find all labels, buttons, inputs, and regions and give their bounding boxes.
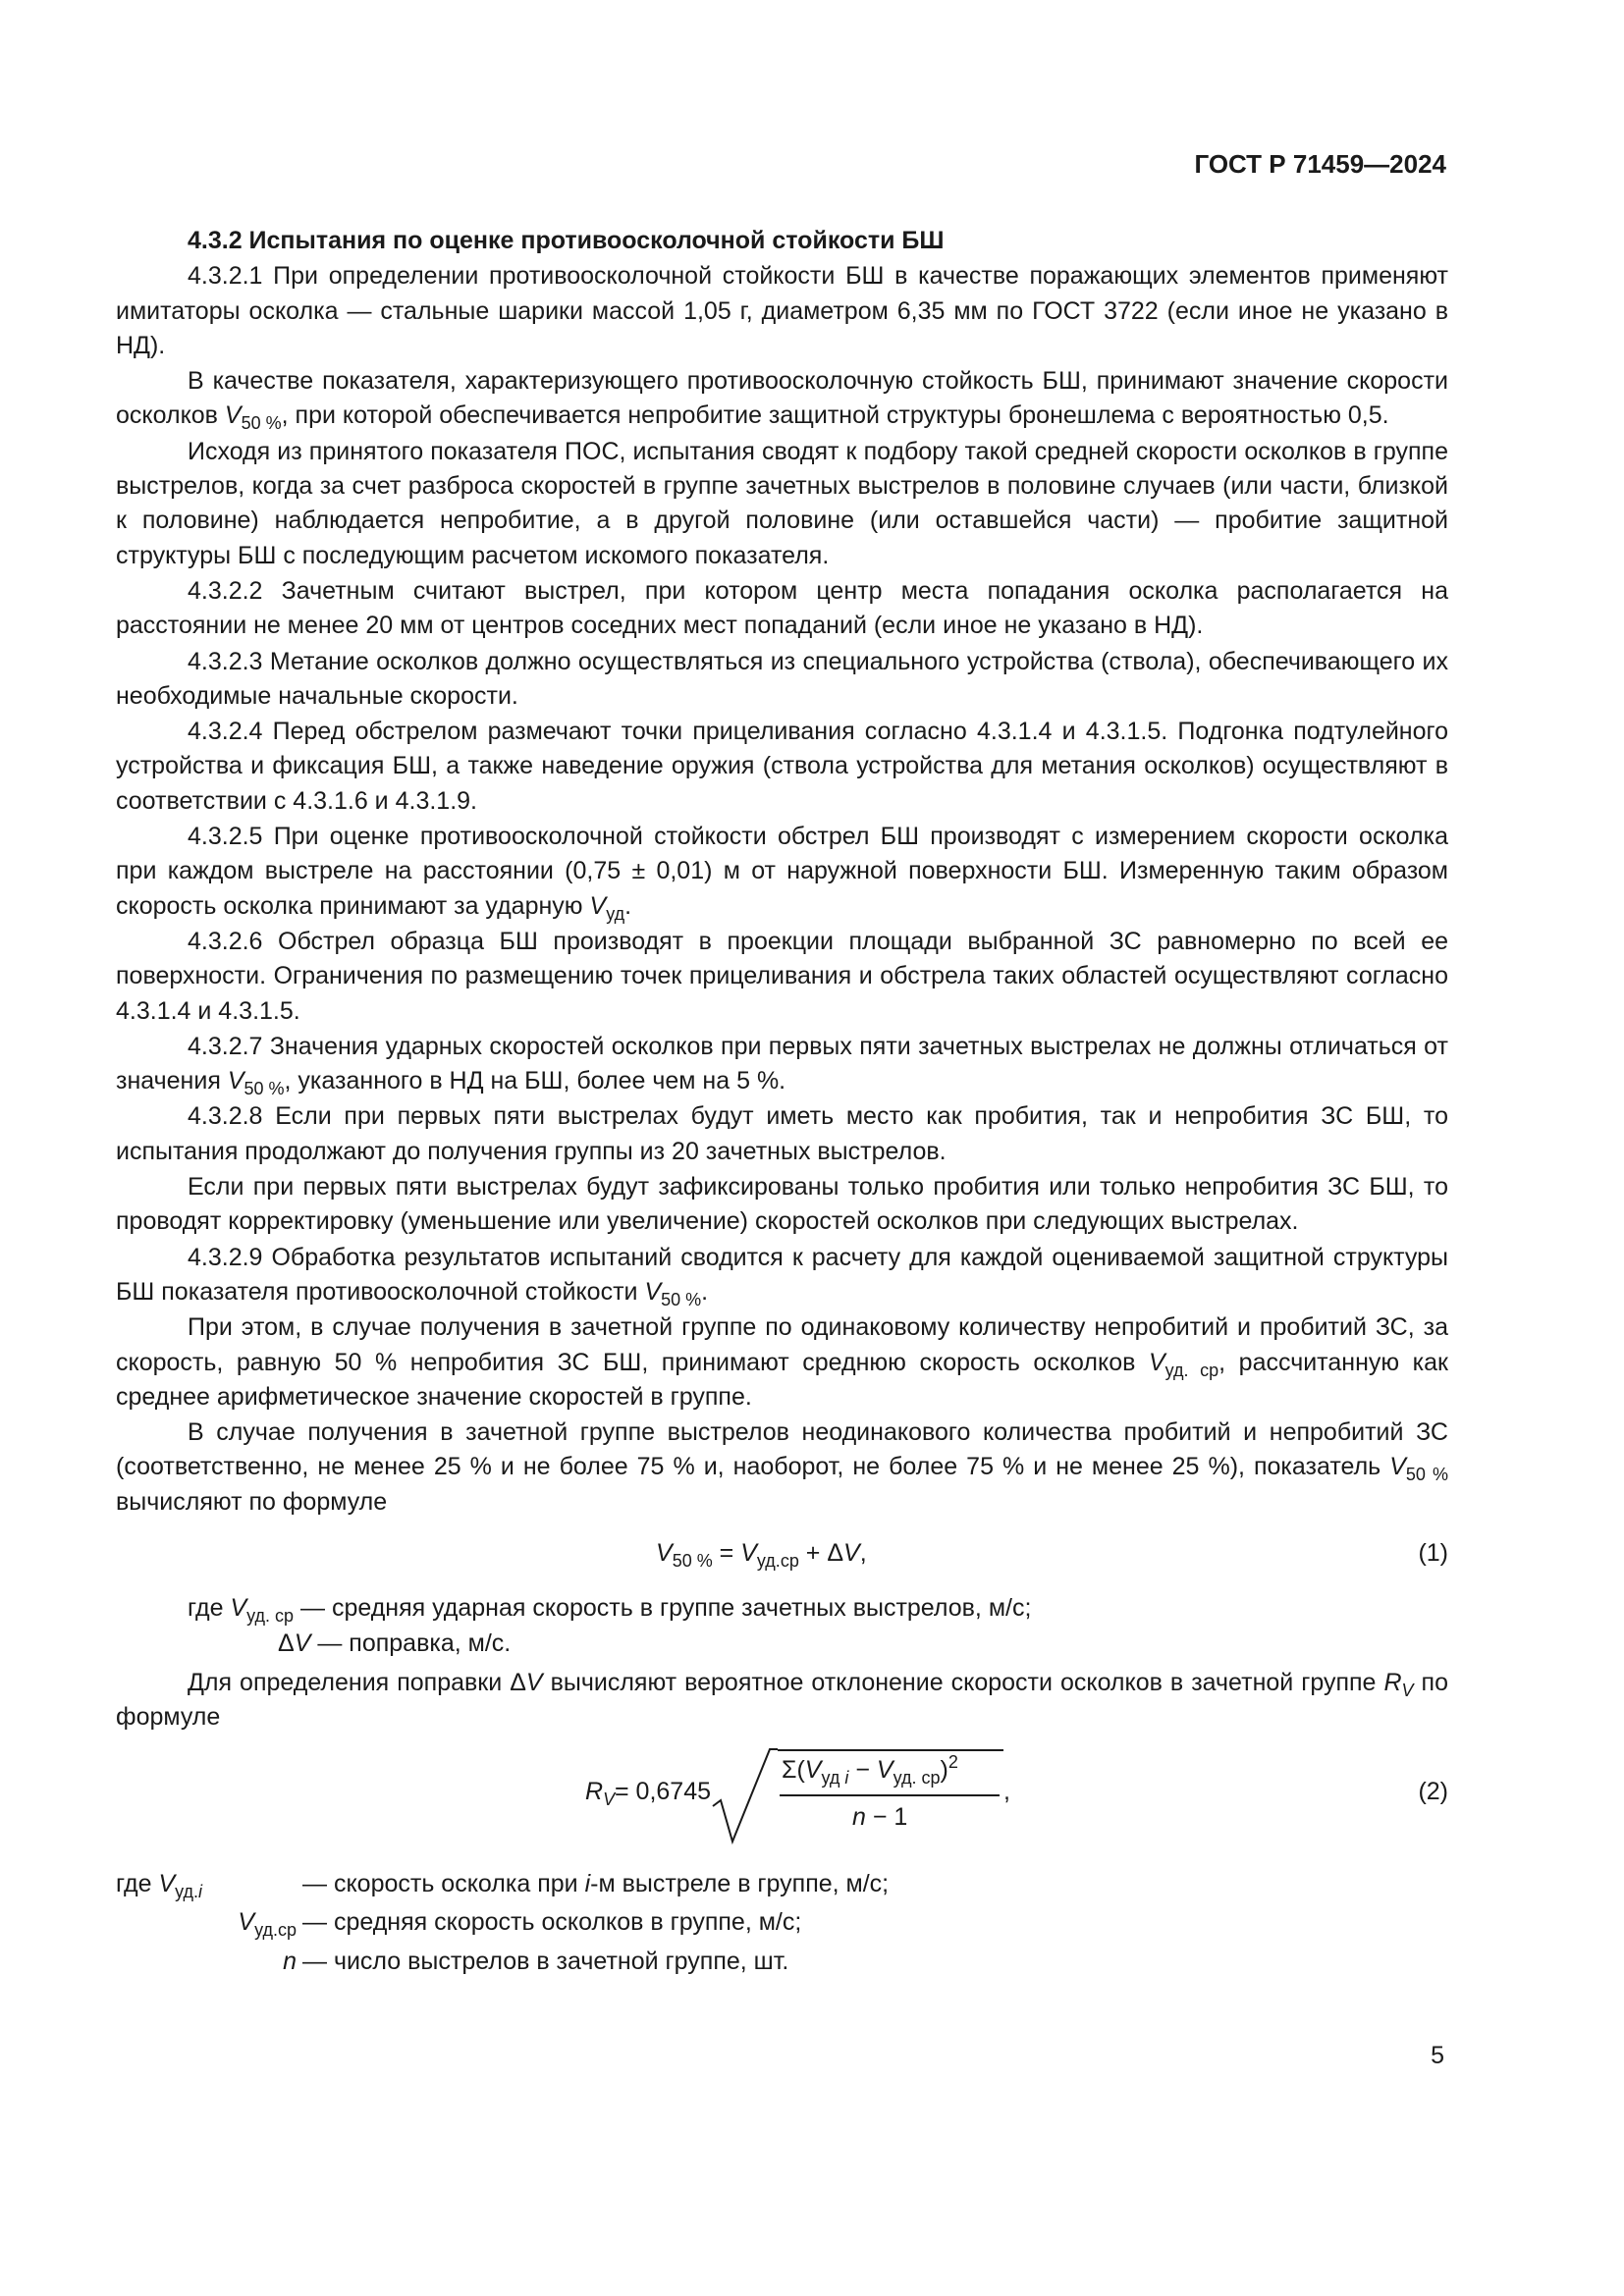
paragraph: 4.3.2.3 Метание осколков должно осуществляться из специального устройства (ствола), обеспечивающего их необходимые начальные скорости.	[116, 647, 1448, 710]
paragraph: В качестве показателя, характеризующего противоосколочную стойкость БШ, принимают значение скорости осколков $V_{50 \%}$, при которой обеспечивается непробитие защитной структуры бронешлема с вероятностью 0,5.	[116, 367, 1448, 434]
formula-1-expression: $V_{50 \%} = V_{уд.ср} + \Delta V$,	[656, 1538, 867, 1571]
formula-1	[116, 1521, 1448, 1591]
formula-2-legend-item: где $V_{уд.i}$ — скорость осколка при i-м выстреле в группе, м/с;	[116, 1870, 890, 1902]
paragraph: 4.3.2.5 При оценке противоосколочной стойкости обстрел БШ производят с измерением скорости осколка при каждом выстреле на расстоянии (0,75 ± 0,01) м от наружной поверхности БШ. Измеренную таким образом скорость осколка принимают за ударную $V_{уд}$.	[116, 823, 1448, 924]
paragraph: 4.3.2.4 Перед обстрелом размечают точки прицеливания согласно 4.3.1.4 и 4.3.1.5. Подгонка подтулейного устройства и фиксация БШ, а также наведение оружия (ствола устройства для метания осколков) осуществляют в соответствии с 4.3.1.6 и 4.3.1.9.	[116, 718, 1448, 815]
paragraph: 4.3.2.2 Зачетным считают выстрел, при котором центр места попадания осколка располагается на расстоянии не менее 20 мм от центров соседних мест попаданий (если иное не указано в НД).	[116, 576, 1448, 640]
formula-2-expression: $R_V$ = 0,6745 $\Sigma(V_{уд i} - V_{уд. ср})^2$ n − 1 ,	[585, 1745, 1076, 1853]
paragraph: Для определения поправки ΔV вычисляют вероятное отклонение скорости осколков в зачетной группе $R_V$ по формуле	[116, 1668, 1448, 1731]
paragraph: 4.3.2.6 Обстрел образца БШ производят в проекции площади выбранной ЗС равномерно по всей ее поверхности. Ограничения по размещению точек прицеливания и обстрела таких областей осуществляют согласно 4.3.1.4 и 4.3.1.5.	[116, 927, 1448, 1025]
formula-1-legend: где $V_{уд. ср}$ — средняя ударная скорость в группе зачетных выстрелов, м/с;	[188, 1593, 1032, 1626]
page-number: 5	[1431, 2042, 1444, 2069]
paragraph: При этом, в случае получения в зачетной группе по одинаковому количеству непробитий и пробитий ЗС, за скорость, равную 50 % непробития ЗС БШ, принимают среднюю скорость осколков $V_{уд. ср}$, рассчитанную как среднее арифметическое значение скоростей в группе.	[116, 1313, 1448, 1411]
formula-1-legend: ΔV — поправка, м/с.	[278, 1629, 512, 1658]
section-heading: 4.3.2 Испытания по оценке противоосколочной стойкости БШ	[188, 227, 945, 254]
document-code: ГОСТ Р 71459—2024	[1194, 149, 1446, 179]
formula-2-legend-item: $V_{уд.ср}$ — средняя скорость осколков в группе, м/с;	[238, 1908, 802, 1941]
paragraph: Если при первых пяти выстрелах будут зафиксированы только пробития или только непробития ЗС БШ, то проводят корректировку (уменьшение или увеличение) скоростей осколков при следующих выстрелах.	[116, 1173, 1448, 1236]
paragraph: 4.3.2.8 Если при первых пяти выстрелах будут иметь место как пробития, так и непробития ЗС БШ, то испытания продолжают до получения группы из 20 зачетных выстрелов.	[116, 1102, 1448, 1165]
paragraph: 4.3.2.1 При определении противоосколочной стойкости БШ в качестве поражающих элементов применяют имитаторы осколка — стальные шарики массой 1,05 г, диаметром 6,35 мм по ГОСТ 3722 (если иное не указано в НД).	[116, 262, 1448, 359]
document-body	[116, 224, 1448, 1979]
formula-1-number: (1)	[1418, 1538, 1448, 1567]
paragraph: 4.3.2.9 Обработка результатов испытаний сводится к расчету для каждой оцениваемой защитной структуры БШ показателя противоосколочной стойкости $V_{50 \%}$.	[116, 1243, 1448, 1309]
radical-sign-icon	[711, 1745, 780, 1847]
formula-2-number: (2)	[1418, 1778, 1448, 1806]
paragraph: 4.3.2.7 Значения ударных скоростей осколков при первых пяти зачетных выстрелах не должны отличаться от значения $V_{50 \%}$, указанного в НД на БШ, более чем на 5 %.	[116, 1032, 1448, 1099]
paragraph: В случае получения в зачетной группе выстрелов неодинакового количества пробитий и непробитий ЗС (соответственно, не менее 25 % и не более 75 % и, наоборот, не более 75 % и не менее 25 %), показатель $V_{50 \%}$ вычисляют по формуле	[116, 1418, 1448, 1516]
formula-2-legend-item: n — число выстрелов в зачетной группе, шт.	[283, 1947, 789, 1975]
paragraph: Исходя из принятого показателя ПОС, испытания сводят к подбору такой средней скорости осколков в группе выстрелов, когда за счет разброса скоростей в группе зачетных выстрелов в половине случаев (или части, близкой к половине) наблюдается непробитие, а в другой половине (или оставшейся части) — пробитие защитной структуры БШ с последующим расчетом искомого показателя.	[116, 437, 1448, 569]
formula-2	[116, 1735, 1448, 1863]
